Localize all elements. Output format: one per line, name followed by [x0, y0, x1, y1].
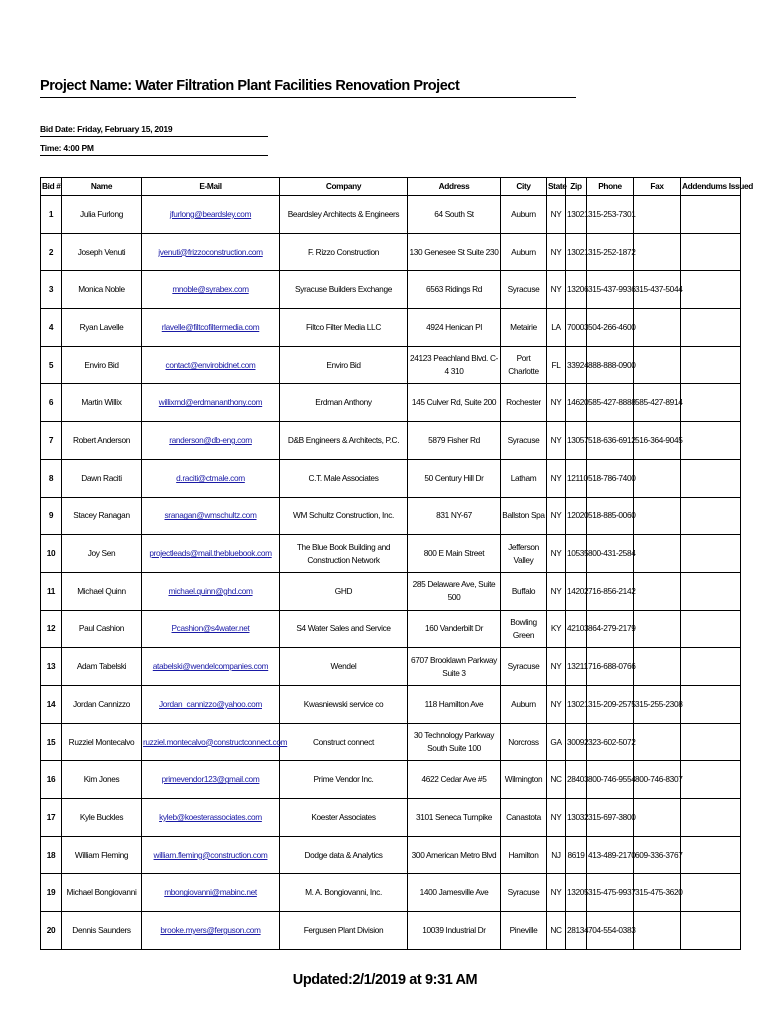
state-cell: KY: [547, 610, 566, 648]
company-cell: Syracuse Builders Exchange: [280, 271, 408, 309]
phone-cell: 315-252-1872: [587, 233, 634, 271]
city-cell: Rochester: [501, 384, 547, 422]
zip-cell: 13021: [566, 196, 587, 234]
company-cell: Construct connect: [280, 723, 408, 761]
phone-cell: 504-266-4600: [587, 309, 634, 347]
fax-cell: 609-336-3767: [634, 836, 681, 874]
col-email: E-Mail: [142, 178, 280, 196]
zip-cell: 13032: [566, 799, 587, 837]
zip-cell: 13205: [566, 874, 587, 912]
email-link[interactable]: atabelski@wendelcompanies.com: [142, 648, 280, 686]
city-cell: Latham: [501, 459, 547, 497]
addendums-cell: [681, 912, 741, 950]
fax-cell: 315-437-5044: [634, 271, 681, 309]
col-addendums: Addendums Issued: [681, 178, 741, 196]
fax-cell: [634, 723, 681, 761]
city-cell: Auburn: [501, 196, 547, 234]
zip-cell: 13206: [566, 271, 587, 309]
zip-cell: 8619: [566, 836, 587, 874]
fax-cell: [634, 459, 681, 497]
bid-number-cell: 6: [41, 384, 62, 422]
zip-cell: 12020: [566, 497, 587, 535]
name-cell: Julia Furlong: [62, 196, 142, 234]
city-cell: Syracuse: [501, 874, 547, 912]
fax-cell: 800-746-8307: [634, 761, 681, 799]
email-link[interactable]: mnoble@syrabex.com: [142, 271, 280, 309]
name-cell: Dawn Raciti: [62, 459, 142, 497]
bid-number-cell: 18: [41, 836, 62, 874]
company-cell: Koester Associates: [280, 799, 408, 837]
table-row: [41, 685, 741, 723]
bid-number-cell: 2: [41, 233, 62, 271]
address-cell: 4924 Henican Pl: [408, 309, 501, 347]
zip-cell: 28134: [566, 912, 587, 950]
address-cell: 50 Century Hill Dr: [408, 459, 501, 497]
col-address: Address: [408, 178, 501, 196]
col-phone: Phone: [587, 178, 634, 196]
bid-number-cell: 7: [41, 422, 62, 460]
address-cell: 64 South St: [408, 196, 501, 234]
company-cell: M. A. Bongiovanni, Inc.: [280, 874, 408, 912]
company-cell: Prime Vendor Inc.: [280, 761, 408, 799]
addendums-cell: [681, 346, 741, 384]
zip-cell: 13211: [566, 648, 587, 686]
phone-cell: 315-253-7301: [587, 196, 634, 234]
addendums-cell: [681, 723, 741, 761]
addendums-cell: [681, 535, 741, 573]
name-cell: Ruzziel Montecalvo: [62, 723, 142, 761]
table-row: [41, 346, 741, 384]
address-cell: 831 NY-67: [408, 497, 501, 535]
address-cell: 160 Vanderbilt Dr: [408, 610, 501, 648]
city-cell: Hamilton: [501, 836, 547, 874]
project-title: Project Name: Water Filtration Plant Facilities Renovation Project: [40, 78, 576, 98]
email-link[interactable]: d.raciti@ctmale.com: [142, 459, 280, 497]
name-cell: Adam Tabelski: [62, 648, 142, 686]
name-cell: Kyle Buckles: [62, 799, 142, 837]
email-link[interactable]: michael.quinn@ghd.com: [142, 572, 280, 610]
addendums-cell: [681, 233, 741, 271]
fax-cell: [634, 572, 681, 610]
address-cell: 285 Delaware Ave, Suite 500: [408, 572, 501, 610]
col-name: Name: [62, 178, 142, 196]
city-cell: Auburn: [501, 233, 547, 271]
state-cell: NY: [547, 196, 566, 234]
addendums-cell: [681, 196, 741, 234]
bid-number-cell: 14: [41, 685, 62, 723]
name-cell: Jordan Cannizzo: [62, 685, 142, 723]
table-row: [41, 648, 741, 686]
phone-cell: 716-688-0766: [587, 648, 634, 686]
zip-cell: 14620: [566, 384, 587, 422]
state-cell: NY: [547, 384, 566, 422]
table-row: [41, 271, 741, 309]
table-row: [41, 497, 741, 535]
email-link[interactable]: sranagan@wmschultz.com: [142, 497, 280, 535]
company-cell: The Blue Book Building and Construction Network: [280, 535, 408, 573]
name-cell: Martin Willix: [62, 384, 142, 422]
name-cell: Kim Jones: [62, 761, 142, 799]
zip-cell: 13057: [566, 422, 587, 460]
fax-cell: [634, 610, 681, 648]
city-cell: Buffalo: [501, 572, 547, 610]
bid-number-cell: 17: [41, 799, 62, 837]
table-row: [41, 836, 741, 874]
table-row: [41, 535, 741, 573]
table-row: [41, 799, 741, 837]
addendums-cell: [681, 799, 741, 837]
table-row: [41, 723, 741, 761]
zip-cell: 13021: [566, 685, 587, 723]
addendums-cell: [681, 497, 741, 535]
table-row: [41, 874, 741, 912]
bid-number-cell: 4: [41, 309, 62, 347]
fax-cell: 516-364-9045: [634, 422, 681, 460]
email-link[interactable]: Pcashion@s4water.net: [142, 610, 280, 648]
phone-cell: 315-697-3800: [587, 799, 634, 837]
name-cell: Dennis Saunders: [62, 912, 142, 950]
address-cell: 145 Culver Rd, Suite 200: [408, 384, 501, 422]
company-cell: Erdman Anthony: [280, 384, 408, 422]
bid-number-cell: 16: [41, 761, 62, 799]
email-link[interactable]: william.fleming@construction.com: [142, 836, 280, 874]
email-link[interactable]: Jordan_cannizzo@yahoo.com: [142, 685, 280, 723]
address-cell: 130 Genesee St Suite 230: [408, 233, 501, 271]
state-cell: FL: [547, 346, 566, 384]
address-cell: 1400 Jamesville Ave: [408, 874, 501, 912]
table-header-row: [41, 178, 741, 196]
name-cell: Ryan Lavelle: [62, 309, 142, 347]
bid-number-cell: 9: [41, 497, 62, 535]
phone-cell: 518-786-7400: [587, 459, 634, 497]
city-cell: Auburn: [501, 685, 547, 723]
col-state: State: [547, 178, 566, 196]
addendums-cell: [681, 874, 741, 912]
col-zip: Zip: [566, 178, 587, 196]
state-cell: NY: [547, 497, 566, 535]
phone-cell: 315-209-2575: [587, 685, 634, 723]
city-cell: Metairie: [501, 309, 547, 347]
addendums-cell: [681, 610, 741, 648]
bid-number-cell: 10: [41, 535, 62, 573]
zip-cell: 10535: [566, 535, 587, 573]
table-row: [41, 459, 741, 497]
company-cell: Fergusen Plant Division: [280, 912, 408, 950]
fax-cell: [634, 799, 681, 837]
company-cell: Enviro Bid: [280, 346, 408, 384]
state-cell: NY: [547, 685, 566, 723]
city-cell: Wilmington: [501, 761, 547, 799]
city-cell: Norcross: [501, 723, 547, 761]
phone-cell: 518-885-0060: [587, 497, 634, 535]
bid-number-cell: 20: [41, 912, 62, 950]
name-cell: Michael Quinn: [62, 572, 142, 610]
state-cell: NC: [547, 761, 566, 799]
email-link[interactable]: randerson@db-eng.com: [142, 422, 280, 460]
fax-cell: 585-427-8914: [634, 384, 681, 422]
email-link[interactable]: jfurlong@beardsley.com: [142, 196, 280, 234]
email-link[interactable]: kyleb@koesterassociates.com: [142, 799, 280, 837]
zip-cell: 33924: [566, 346, 587, 384]
state-cell: NY: [547, 233, 566, 271]
address-cell: 6563 Ridings Rd: [408, 271, 501, 309]
col-bid-number: Bid #: [41, 178, 62, 196]
city-cell: Port Charlotte: [501, 346, 547, 384]
table-row: [41, 610, 741, 648]
fax-cell: [634, 233, 681, 271]
phone-cell: 413-489-2170: [587, 836, 634, 874]
address-cell: 6707 Brooklawn Parkway Suite 3: [408, 648, 501, 686]
state-cell: NY: [547, 271, 566, 309]
bid-number-cell: 13: [41, 648, 62, 686]
zip-cell: 14202: [566, 572, 587, 610]
addendums-cell: [681, 761, 741, 799]
zip-cell: 30092: [566, 723, 587, 761]
fax-cell: [634, 346, 681, 384]
city-cell: Jefferson Valley: [501, 535, 547, 573]
name-cell: Paul Cashion: [62, 610, 142, 648]
email-link[interactable]: brooke.myers@ferguson.com: [142, 912, 280, 950]
name-cell: Joseph Venuti: [62, 233, 142, 271]
city-cell: Ballston Spa: [501, 497, 547, 535]
state-cell: NY: [547, 535, 566, 573]
zip-cell: 70003: [566, 309, 587, 347]
name-cell: Stacey Ranagan: [62, 497, 142, 535]
email-link[interactable]: rlavelle@filtcofiltermedia.com: [142, 309, 280, 347]
phone-cell: 864-279-2179: [587, 610, 634, 648]
city-cell: Syracuse: [501, 422, 547, 460]
addendums-cell: [681, 572, 741, 610]
col-fax: Fax: [634, 178, 681, 196]
updated-timestamp: Updated:2/1/2019 at 9:31 AM: [292, 972, 478, 988]
name-cell: Robert Anderson: [62, 422, 142, 460]
addendums-cell: [681, 384, 741, 422]
city-cell: Pineville: [501, 912, 547, 950]
company-cell: WM Schultz Construction, Inc.: [280, 497, 408, 535]
addendums-cell: [681, 836, 741, 874]
table-row: [41, 384, 741, 422]
company-cell: S4 Water Sales and Service: [280, 610, 408, 648]
col-city: City: [501, 178, 547, 196]
email-link[interactable]: primevendor123@gmail.com: [142, 761, 280, 799]
bid-number-cell: 19: [41, 874, 62, 912]
fax-cell: 315-475-3620: [634, 874, 681, 912]
state-cell: NY: [547, 799, 566, 837]
zip-cell: 13021: [566, 233, 587, 271]
fax-cell: [634, 497, 681, 535]
address-cell: 30 Technology Parkway South Suite 100: [408, 723, 501, 761]
addendums-cell: [681, 271, 741, 309]
name-cell: Joy Sen: [62, 535, 142, 573]
phone-cell: 585-427-8888: [587, 384, 634, 422]
city-cell: Syracuse: [501, 271, 547, 309]
bid-number-cell: 5: [41, 346, 62, 384]
phone-cell: 888-888-0900: [587, 346, 634, 384]
city-cell: Syracuse: [501, 648, 547, 686]
addendums-cell: [681, 685, 741, 723]
company-cell: Kwasniewski service co: [280, 685, 408, 723]
table-row: [41, 761, 741, 799]
company-cell: Filtco Filter Media LLC: [280, 309, 408, 347]
email-link[interactable]: mbongiovanni@mabinc.net: [142, 874, 280, 912]
bid-number-cell: 11: [41, 572, 62, 610]
state-cell: NY: [547, 648, 566, 686]
state-cell: NY: [547, 459, 566, 497]
company-cell: Dodge data & Analytics: [280, 836, 408, 874]
bid-number-cell: 15: [41, 723, 62, 761]
company-cell: F. Rizzo Construction: [280, 233, 408, 271]
address-cell: 800 E Main Street: [408, 535, 501, 573]
state-cell: NJ: [547, 836, 566, 874]
address-cell: 3101 Seneca Turnpike: [408, 799, 501, 837]
table-row: [41, 912, 741, 950]
state-cell: NC: [547, 912, 566, 950]
address-cell: 118 Hamilton Ave: [408, 685, 501, 723]
bidders-table: [40, 177, 753, 950]
state-cell: LA: [547, 309, 566, 347]
addendums-cell: [681, 309, 741, 347]
name-cell: Enviro Bid: [62, 346, 142, 384]
fax-cell: [634, 535, 681, 573]
email-link[interactable]: projectleads@mail.thebluebook.com: [142, 535, 280, 573]
company-cell: D&B Engineers & Architects, P.C.: [280, 422, 408, 460]
address-cell: 4622 Cedar Ave #5: [408, 761, 501, 799]
phone-cell: 315-475-9937: [587, 874, 634, 912]
state-cell: NY: [547, 874, 566, 912]
bid-number-cell: 1: [41, 196, 62, 234]
phone-cell: 323-602-5072: [587, 723, 634, 761]
fax-cell: [634, 196, 681, 234]
phone-cell: 800-746-9554: [587, 761, 634, 799]
email-link[interactable]: ruzziel.montecalvo@constructconnect.com: [142, 723, 280, 761]
city-cell: Bowling Green: [501, 610, 547, 648]
name-cell: William Fleming: [62, 836, 142, 874]
address-cell: 10039 Industrial Dr: [408, 912, 501, 950]
address-cell: 5879 Fisher Rd: [408, 422, 501, 460]
bid-number-cell: 12: [41, 610, 62, 648]
phone-cell: 518-636-6912: [587, 422, 634, 460]
phone-cell: 704-554-0383: [587, 912, 634, 950]
addendums-cell: [681, 459, 741, 497]
name-cell: Michael Bongiovanni: [62, 874, 142, 912]
fax-cell: [634, 912, 681, 950]
company-cell: C.T. Male Associates: [280, 459, 408, 497]
address-cell: 24123 Peachland Blvd. C-4 310: [408, 346, 501, 384]
name-cell: Monica Noble: [62, 271, 142, 309]
fax-cell: [634, 309, 681, 347]
table-row: [41, 572, 741, 610]
zip-cell: 28403: [566, 761, 587, 799]
table-row: [41, 233, 741, 271]
state-cell: NY: [547, 422, 566, 460]
company-cell: GHD: [280, 572, 408, 610]
bid-number-cell: 8: [41, 459, 62, 497]
addendums-cell: [681, 648, 741, 686]
phone-cell: 716-856-2142: [587, 572, 634, 610]
email-link[interactable]: jvenuti@frizzoconstruction.com: [142, 233, 280, 271]
fax-cell: 315-255-2308: [634, 685, 681, 723]
email-link[interactable]: willixmd@erdmananthony.com: [142, 384, 280, 422]
table-row: [41, 422, 741, 460]
phone-cell: 800-431-2584: [587, 535, 634, 573]
col-company: Company: [280, 178, 408, 196]
zip-cell: 42103: [566, 610, 587, 648]
fax-cell: [634, 648, 681, 686]
zip-cell: 12110: [566, 459, 587, 497]
phone-cell: 315-437-9936: [587, 271, 634, 309]
email-link[interactable]: contact@envirobidnet.com: [142, 346, 280, 384]
bid-number-cell: 3: [41, 271, 62, 309]
addendums-cell: [681, 422, 741, 460]
state-cell: NY: [547, 572, 566, 610]
state-cell: GA: [547, 723, 566, 761]
bid-time: Time: 4:00 PM: [40, 143, 268, 156]
company-cell: Beardsley Architects & Engineers: [280, 196, 408, 234]
address-cell: 300 American Metro Blvd: [408, 836, 501, 874]
bid-date: Bid Date: Friday, February 15, 2019: [40, 124, 268, 137]
table-row: [41, 309, 741, 347]
table-row: [41, 196, 741, 234]
company-cell: Wendel: [280, 648, 408, 686]
city-cell: Canastota: [501, 799, 547, 837]
